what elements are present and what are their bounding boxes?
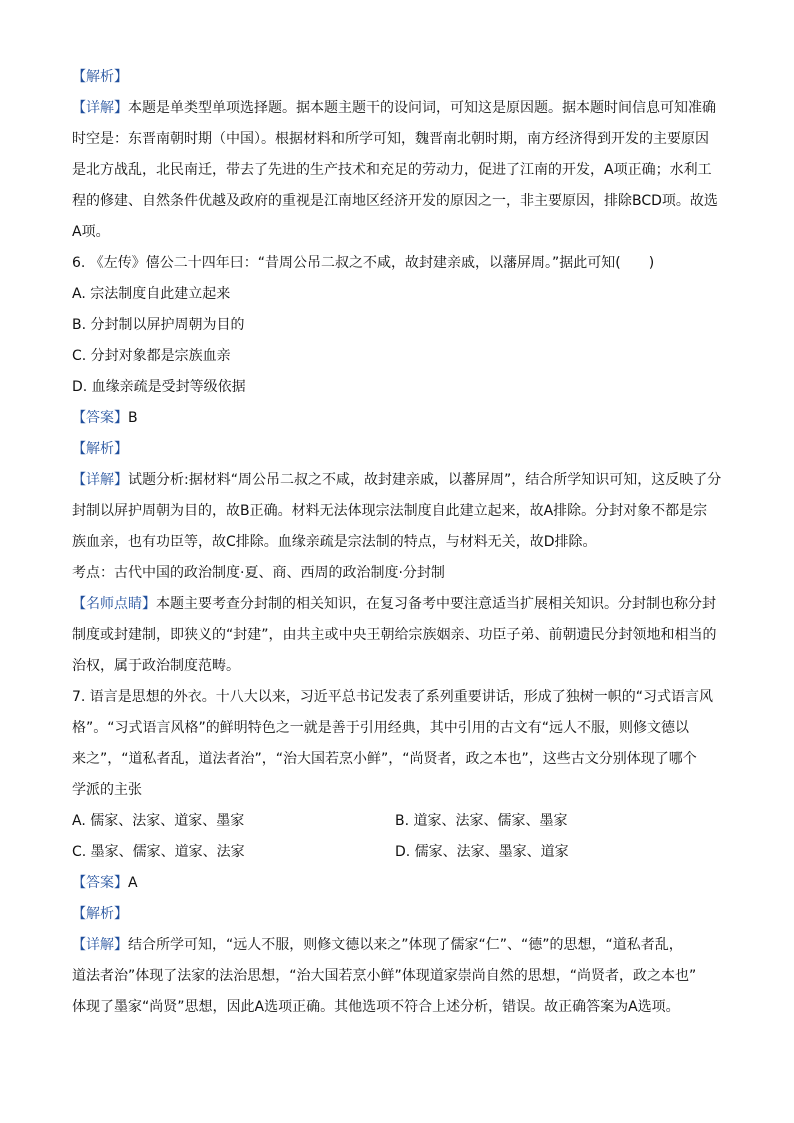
detail-line: 体现了墨家“尚贤”思想，因此A选项正确。其他选项不符合上述分析，错误。故正确答案为A选项。: [72, 999, 680, 1015]
detail-text: 结合所学可知，“远人不服，则修文德以来之”体现了儒家“仁”、“德”的思想，“道私者乱，: [128, 937, 683, 953]
question-7-stem: 格”。“习式语言风格”的鲜明特色之一就是善于引用经典，其中引用的古文有“远人不服，则修文德以: [72, 720, 690, 736]
detail-text: 试题分析:据材料“周公吊二叔之不咸，故封建亲戚，以蕃屏周”，结合所学知识可知，这反映了分: [128, 472, 722, 488]
document-page: [72, 62, 732, 1023]
options-row: [72, 806, 732, 837]
option-d: D. 儒家、法家、墨家、道家: [395, 844, 569, 860]
detail-line: 时空是：东晋南朝时期（中国）。根据材料和所学可知，魏晋南北朝时期，南方经济得到开发的主要原因: [72, 131, 709, 147]
analysis-heading: [72, 62, 732, 93]
analysis-tag: 【解析】: [72, 906, 128, 922]
option-c: C. 墨家、儒家、道家、法家: [72, 844, 245, 860]
analysis-tag: 【解析】: [72, 441, 128, 457]
answer-tag: 【答案】: [72, 410, 128, 426]
tip-line: 治权，属于政治制度范畴。: [72, 658, 240, 674]
detail-line: 道法者治”体现了法家的法治思想，“治大国若烹小鲜”体现道家崇尚自然的思想，“尚贤者，政之本也”: [72, 968, 697, 984]
detail-tag: 【详解】: [72, 472, 128, 488]
question-7-stem: 7. 语言是思想的外衣。十八大以来，习近平总书记发表了系列重要讲话，形成了独树一帜的“习式语言风: [72, 689, 714, 705]
option-b: B. 道家、法家、儒家、墨家: [395, 813, 568, 829]
tip-line: [72, 589, 732, 620]
detail-line: A项。: [72, 224, 110, 240]
answer-line: [72, 868, 732, 899]
option-c: C. 分封对象都是宗族血亲: [72, 348, 231, 364]
analysis-heading: [72, 434, 732, 465]
detail-line: [72, 930, 732, 961]
detail-line: [72, 93, 732, 124]
detail-line: [72, 465, 732, 496]
option-a: A. 儒家、法家、道家、墨家: [72, 813, 245, 829]
answer-line: [72, 403, 732, 434]
question-7-stem: 来之”，“道私者乱，道法者治”，“治大国若烹小鲜”，“尚贤者，政之本也”，这些古文分别体现了哪个: [72, 751, 697, 767]
option-a: A. 宗法制度自此建立起来: [72, 286, 231, 302]
detail-line: 封制以屏护周朝为目的，故B正确。材料无法体现宗法制度自此建立起来，故A排除。分封对象不都是宗: [72, 503, 708, 519]
detail-line: 是北方战乱，北民南迁，带去了先进的生产技术和充足的劳动力，促进了江南的开发，A项正确；水利工: [72, 162, 712, 178]
question-6-stem: 6. 《左传》僖公二十四年曰：“昔周公吊二叔之不咸，故封建亲戚，以藩屏周。”据此可知( ): [72, 255, 655, 271]
analysis-tag: 【解析】: [72, 69, 128, 85]
answer-value: B: [128, 410, 138, 426]
detail-text: 本题是单类型单项选择题。据本题主题干的设问词，可知这是原因题。据本题时间信息可知准确: [128, 100, 716, 116]
detail-tag: 【详解】: [72, 100, 128, 116]
option-b: B. 分封制以屏护周朝为目的: [72, 317, 245, 333]
question-7-stem: 学派的主张: [72, 782, 142, 798]
detail-tag: 【详解】: [72, 937, 128, 953]
kaodian-line: 考点：古代中国的政治制度·夏、商、西周的政治制度·分封制: [72, 565, 445, 581]
answer-value: A: [128, 875, 138, 891]
options-row: [72, 837, 732, 868]
detail-line: 族血亲，也有功臣等，故C排除。血缘亲疏是宗法制的特点，与材料无关，故D排除。: [72, 534, 597, 550]
tip-tag: 【名师点睛】: [72, 596, 156, 612]
tip-line: 制度或封建制，即狭义的“封建”，由共主或中央王朝给宗族姻亲、功臣子弟、前朝遗民分封领地和相当的: [72, 627, 717, 643]
tip-text: 本题主要考查分封制的相关知识，在复习备考中要注意适当扩展相关知识。分封制也称分封: [156, 596, 716, 612]
analysis-heading: [72, 899, 732, 930]
detail-line: 程的修建、自然条件优越及政府的重视是江南地区经济开发的原因之一，非主要原因，排除BCD项。故选: [72, 193, 718, 209]
answer-tag: 【答案】: [72, 875, 128, 891]
option-d: D. 血缘亲疏是受封等级依据: [72, 379, 246, 395]
